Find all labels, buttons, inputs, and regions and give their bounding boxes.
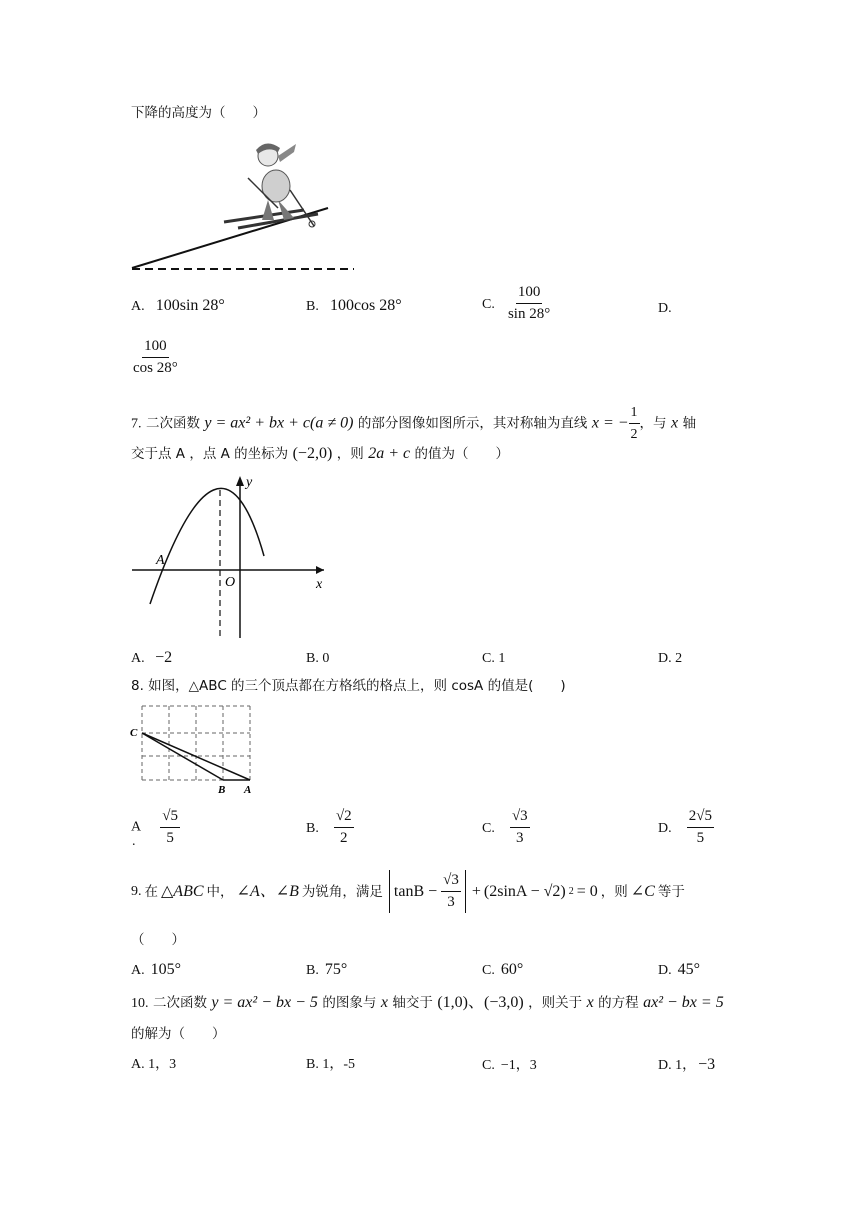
q9-option-c[interactable]: C. 60° xyxy=(482,961,524,978)
q7-line2: 交于点 A ，点 A 的坐标为 (−2,0) ，则 2a + c 的值为（ ） xyxy=(131,445,510,462)
q7-line1: 7. 二次函数 y = ax² + bx + c(a ≠ 0) 的部分图像如图所示，其对称轴为直线 x = − $\frac{1}{2}$ ，与 x 轴 xyxy=(131,405,697,442)
q10-line2: 的解为（ ） xyxy=(131,1026,226,1042)
q7-option-b[interactable]: B. 0 xyxy=(306,651,330,666)
q9-absolute-value: tanB − $\frac{√3}{3}$ xyxy=(389,870,466,913)
q6-option-d-fraction: $\frac{100}{\cos 28^\circ}$ xyxy=(133,338,178,376)
q8-option-b[interactable]: B. $\frac{√2}{2}$ xyxy=(306,808,352,846)
q9-option-a[interactable]: A. 105° xyxy=(131,961,182,978)
q9-blank: （ ） xyxy=(131,932,185,948)
q6-option-c[interactable]: C. $\frac{100}{\sin 28^\circ}$ xyxy=(482,284,551,322)
vertex-b-label: B xyxy=(218,784,226,796)
q6-tail-text: 下降的高度为（ ） xyxy=(131,105,266,121)
q7-option-c[interactable]: C. 1 xyxy=(482,651,506,666)
q6-option-c-fraction: $\frac{100}{\sin 28^\circ}$ xyxy=(507,284,551,322)
vertex-c-label: C xyxy=(130,727,138,739)
vertex-a-label: A xyxy=(244,784,252,796)
q9-option-d[interactable]: D. 45° xyxy=(658,961,701,978)
q8-option-c[interactable]: C. $\frac{√3}{3}$ xyxy=(482,808,528,846)
q7-option-d[interactable]: D. 2 xyxy=(658,651,683,666)
skier-icon xyxy=(224,143,318,228)
q9-option-b[interactable]: B. 75° xyxy=(306,961,348,978)
grid-triangle-figure xyxy=(128,700,258,796)
q10-option-a[interactable]: A. 1，3 xyxy=(131,1057,177,1072)
parabola-graph xyxy=(128,470,338,642)
q8-text: 8. 如图，△ABC 的三个顶点都在方格纸的格点上，则 cosA 的值是( ) xyxy=(131,678,566,694)
q6-option-b[interactable]: B. 100cos 28° xyxy=(306,297,402,314)
q6-option-a[interactable]: A. 100sin 28° xyxy=(131,297,225,314)
q8-option-a-dot: . xyxy=(132,834,136,849)
q10-option-b[interactable]: B. 1，-5 xyxy=(306,1057,355,1072)
q6-option-d[interactable]: D. xyxy=(658,301,672,316)
q7-option-a[interactable]: A. −2 xyxy=(131,649,173,666)
q9-line1: 9. 在 △ABC 中， ∠A、∠B 为锐角，满足 tanB − $\frac{√3}{3}$ + (2sinA − √2) 2 = 0 ，则 ∠C 等于 xyxy=(131,870,685,913)
q8-option-a[interactable]: A $\frac{√5}{5}$ xyxy=(131,808,178,846)
q10-option-d[interactable]: D. 1， −3 xyxy=(658,1056,716,1073)
q10-option-c[interactable]: C. −1，3 xyxy=(482,1058,537,1073)
q10-line1: 10. 二次函数 y = ax² − bx − 5 的图象与 x 轴交于 (1,0)、(−3,0) ，则关于 x 的方程 ax² − bx = 5 xyxy=(131,994,724,1011)
point-a-label: A xyxy=(156,553,165,568)
y-label: y xyxy=(246,475,253,490)
q8-option-d[interactable]: D. $\frac{2√5}{5}$ xyxy=(658,808,712,846)
skier-figure xyxy=(128,138,363,278)
parabola-curve xyxy=(150,488,264,604)
origin-label: O xyxy=(225,575,236,590)
x-label: x xyxy=(316,577,323,592)
